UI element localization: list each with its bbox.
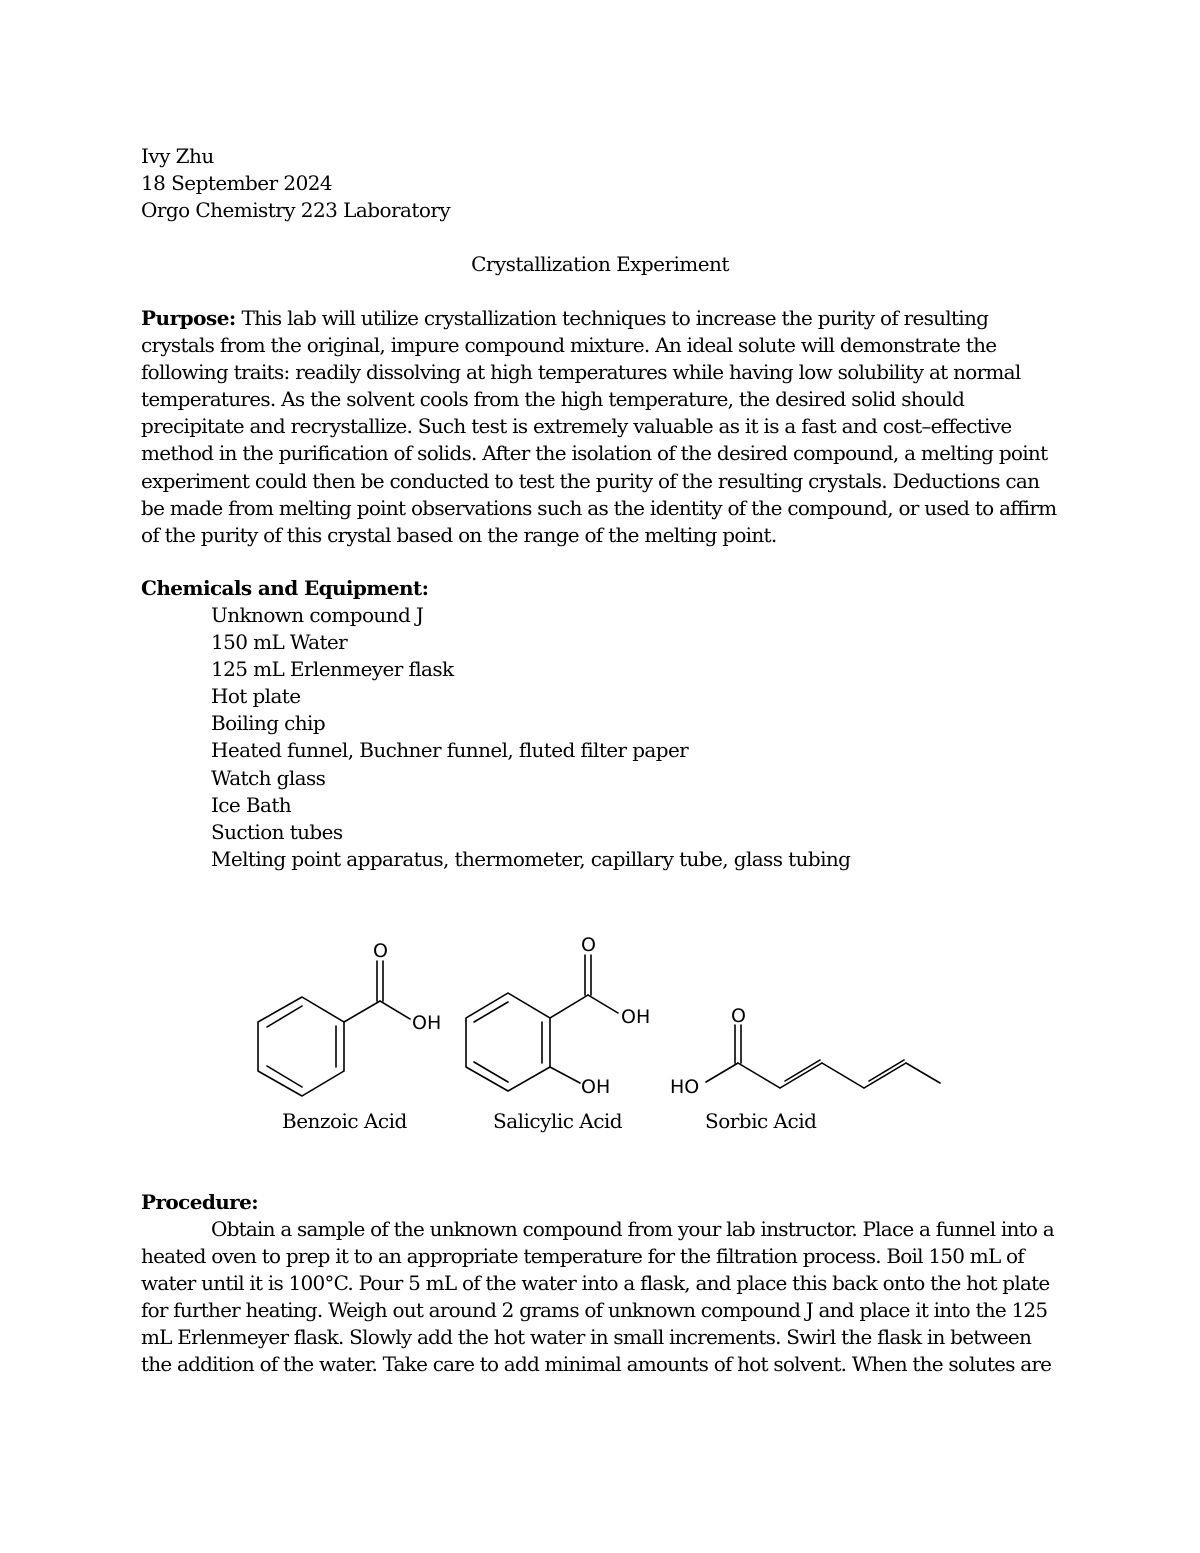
benzoic-acid-label: Benzoic Acid	[282, 1109, 407, 1133]
benzoic-acid-bonds	[258, 961, 410, 1096]
sorbic-hydroxyl: HO	[670, 1076, 700, 1098]
author-name: Ivy Zhu	[141, 144, 214, 168]
salicylic-acid-label: Salicylic Acid	[493, 1109, 623, 1133]
equipment-item: Heated funnel, Buchner funnel, fluted filter paper	[211, 738, 689, 763]
sorbic-carbonyl-oxygen: O	[731, 1005, 746, 1027]
procedure-text: Obtain a sample of the unknown compound from your lab instructor. Place a funnel into a heated oven to prep it to an appropriate temperature for the filtration process. Boil 150 mL of water until it is 100°C. Pour 5 mL of the water into a flask, and place this back onto the hot plate for further heating. Weigh out around 2 grams of unknown compound J and place it into the 125 mL Erlenmeyer flask. Slowly add the hot water in small increments. Swirl the flask in between the addition of the water. Take care to add minimal amounts of hot solvent. When the solutes are	[141, 1217, 1054, 1377]
purpose-text: This lab will utilize crystallization techniques to increase the purity of resulting crystals from the original, impure compound mixture. An ideal solute will demonstrate the following traits: readily dissolving at high temperatures while having low solubility at normal temperatures. As the solvent cools from the high temperature, the desired solid should precipitate and recrystallize. Such test is extremely valuable as it is a fast and cost–effective method in the purification of solids. After the isolation of the desired compound, a melting point experiment could then be conducted to test the purity of the resulting crystals. Deductions can be made from melting point observations such as the identity of the compound, or used to affirm of the purity of this crystal based on the range of the melting point.	[141, 306, 1057, 547]
benzoic-hydroxyl: OH	[412, 1012, 442, 1034]
salicylic-carboxyl-hydroxyl: OH	[621, 1006, 651, 1028]
procedure-heading: Procedure:	[141, 1190, 258, 1214]
document-header	[141, 143, 450, 224]
equipment-item: Melting point apparatus, thermometer, capillary tube, glass tubing	[211, 846, 851, 871]
equipment-item: Hot plate	[211, 684, 301, 709]
equipment-item: Boiling chip	[211, 711, 326, 736]
salicylic-carbonyl-oxygen: O	[581, 934, 596, 956]
course-name: Orgo Chemistry 223 Laboratory	[141, 198, 451, 222]
equipment-item: 150 mL Water	[211, 630, 348, 655]
sorbic-acid-bonds	[706, 1025, 940, 1088]
purpose-section	[141, 305, 1063, 549]
equipment-list	[211, 602, 850, 873]
equipment-item: 125 mL Erlenmeyer flask	[211, 657, 454, 682]
equipment-item: Ice Bath	[211, 792, 292, 817]
benzoic-carbonyl-oxygen: O	[373, 940, 388, 962]
purpose-label: Purpose:	[141, 306, 236, 330]
molecule-drawings	[240, 925, 960, 1115]
document-title: Crystallization Experiment	[471, 252, 729, 276]
document-date: 18 September 2024	[141, 171, 333, 195]
equipment-item: Suction tubes	[211, 819, 343, 844]
sorbic-acid-label: Sorbic Acid	[705, 1109, 817, 1133]
equipment-item: Watch glass	[211, 765, 326, 790]
salicylic-phenol-hydroxyl: OH	[581, 1076, 611, 1098]
equipment-item: Unknown compound J	[211, 603, 424, 627]
equipment-heading: Chemicals and Equipment:	[141, 576, 429, 600]
salicylic-acid-bonds	[466, 955, 618, 1091]
